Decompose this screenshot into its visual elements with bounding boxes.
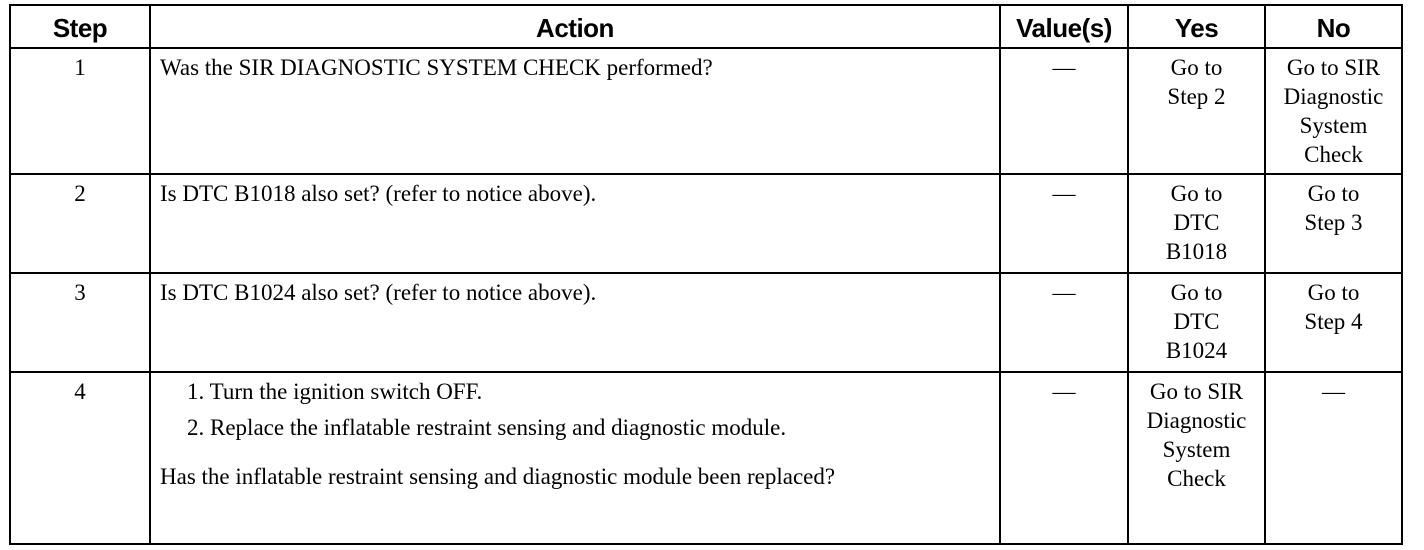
action-text: Was the SIR DIAGNOSTIC SYSTEM CHECK performed?	[150, 48, 1000, 174]
action-question: Has the inflatable restraint sensing and diagnostic module been replaced?	[160, 464, 836, 489]
no-cell: Go to Step 4	[1265, 273, 1402, 372]
table-row	[10, 48, 1402, 174]
step-number: 2	[10, 174, 150, 273]
action-step-item: 2. Replace the inflatable restraint sensing and diagnostic module.	[187, 415, 787, 440]
no-cell: Go to SIR Diagnostic System Check	[1265, 48, 1402, 174]
value-cell	[1000, 174, 1128, 273]
header-values: Value(s)	[1000, 5, 1128, 48]
no-text: —	[1322, 379, 1345, 404]
no-cell	[1265, 372, 1402, 544]
value-text: —	[1052, 280, 1076, 305]
value-text: —	[1052, 181, 1076, 206]
header-action: Action	[150, 5, 1000, 48]
yes-cell: Go to DTC B1024	[1128, 273, 1265, 372]
diagnostic-table	[9, 4, 1403, 545]
step-number: 4	[10, 372, 150, 544]
action-text: Is DTC B1024 also set? (refer to notice above).	[150, 273, 1000, 372]
value-cell	[1000, 273, 1128, 372]
step-number: 3	[10, 273, 150, 372]
value-cell	[1000, 372, 1128, 544]
header-no: No	[1265, 5, 1402, 48]
step-number: 1	[10, 48, 150, 174]
action-steps-list	[160, 377, 993, 442]
value-cell	[1000, 48, 1128, 174]
yes-cell: Go to SIR Diagnostic System Check	[1128, 372, 1265, 544]
value-text: —	[1052, 379, 1076, 404]
header-yes: Yes	[1128, 5, 1265, 48]
header-step: Step	[10, 5, 150, 48]
table-row	[10, 174, 1402, 273]
table-row	[10, 372, 1402, 544]
yes-cell: Go to DTC B1018	[1128, 174, 1265, 273]
table-header-row	[10, 5, 1402, 48]
action-step-item: 1. Turn the ignition switch OFF.	[187, 379, 483, 404]
value-text: —	[1052, 55, 1076, 80]
no-cell: Go to Step 3	[1265, 174, 1402, 273]
table-row	[10, 273, 1402, 372]
yes-cell: Go to Step 2	[1128, 48, 1265, 174]
action-text: Is DTC B1018 also set? (refer to notice above).	[150, 174, 1000, 273]
action-cell	[150, 372, 1000, 544]
